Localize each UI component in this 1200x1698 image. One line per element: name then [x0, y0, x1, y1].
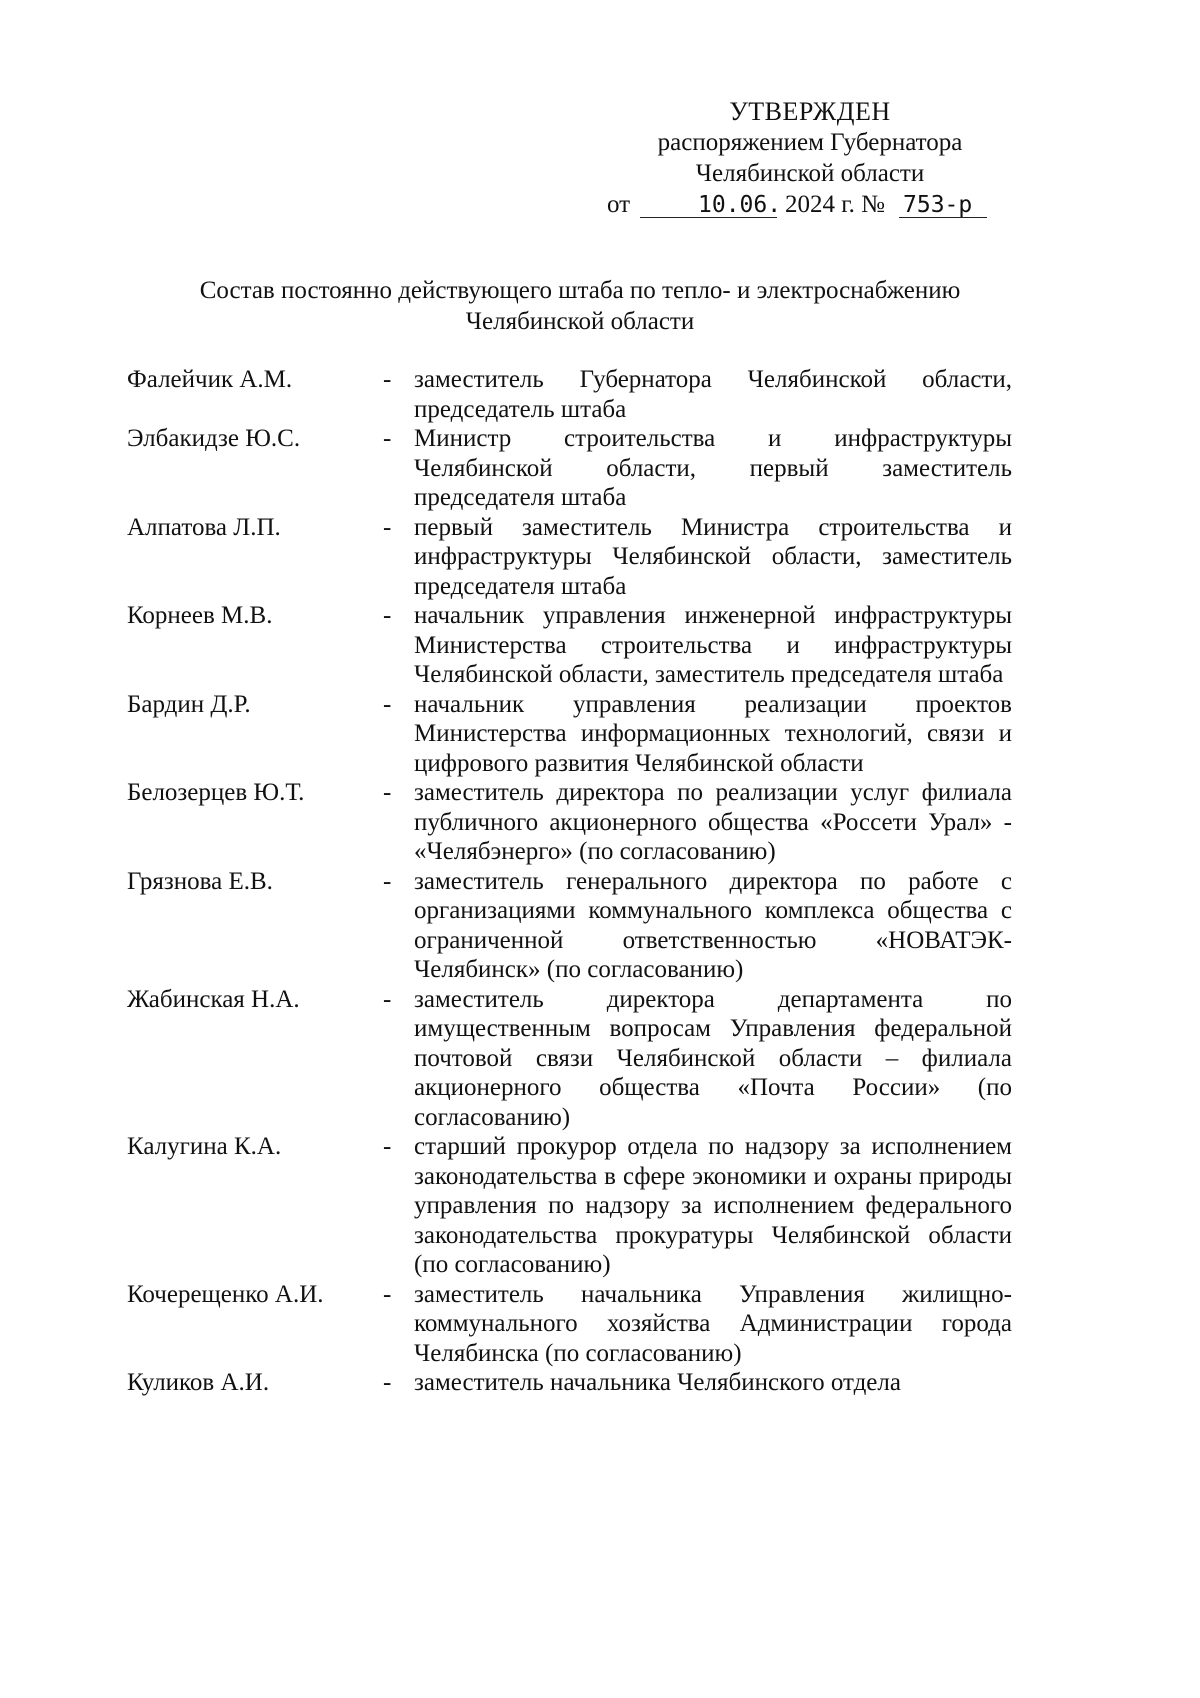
member-row	[127, 424, 1012, 513]
member-role: Министр строительства и инфраструктуры Челябинской области, первый заместитель председателя штаба	[414, 425, 1012, 511]
member-dash: -	[383, 779, 392, 806]
member-name: Калугина К.А.	[127, 1133, 282, 1160]
member-name: Фалейчик А.М.	[127, 366, 293, 393]
member-role: начальник управления инженерной инфраструктуры Министерства строительства и инфраструктуры Челябинской области, заместитель председателя штаба	[414, 602, 1012, 688]
member-name: Кочерещенко А.И.	[127, 1280, 324, 1308]
member-row	[127, 985, 1012, 1133]
member-dash: -	[383, 690, 392, 718]
approval-line-1: распоряжением Губернатора	[657, 129, 963, 156]
member-role: заместитель директора по реализации услуг филиала публичного акционерного общества «Россети Урал» - «Челябэнерго» (по согласованию)	[414, 779, 1012, 865]
member-role: заместитель Губернатора Челябинской области, председатель штаба	[414, 366, 1012, 423]
member-role: заместитель генерального директора по работе с организациями коммунального комплекса общества с ограниченной ответственностью «НОВАТЭК-Челябинск» (по согласованию)	[414, 867, 1012, 983]
member-dash: -	[383, 867, 392, 895]
member-row	[127, 513, 1012, 602]
member-name: Куликов А.И.	[127, 1369, 270, 1396]
approval-date-line	[595, 189, 1025, 222]
member-role: заместитель начальника Челябинского отдела	[414, 1369, 901, 1396]
member-row	[127, 1368, 1012, 1398]
document-title	[100, 275, 1060, 337]
member-row	[127, 1132, 1012, 1280]
member-role: заместитель начальника Управления жилищно-коммунального хозяйства Администрации города Челябинска (по согласованию)	[414, 1280, 1012, 1367]
member-name: Грязнова Е.В.	[127, 867, 273, 895]
title-line-2: Челябинской области	[465, 308, 695, 335]
approval-date: 10.06.	[698, 192, 782, 218]
member-row	[127, 690, 1012, 779]
member-role: первый заместитель Министра строительства и инфраструктуры Челябинской области, заместитель председателя штаба	[414, 513, 1012, 600]
member-row	[127, 1280, 1012, 1369]
member-dash: -	[383, 985, 392, 1013]
member-role: начальник управления реализации проектов Министерства информационных технологий, связи и цифрового развития Челябинской области	[414, 690, 1012, 777]
member-dash: -	[383, 1133, 392, 1160]
member-name: Корнеев М.В.	[127, 602, 273, 629]
member-role: заместитель директора департамента по имущественным вопросам Управления федеральной почтовой связи Челябинской области – филиала акционерного общества «Почта России» (по согласованию)	[414, 985, 1012, 1131]
member-name: Бардин Д.Р.	[127, 690, 251, 718]
approval-number: 753-р	[903, 192, 973, 218]
members-list	[127, 365, 1012, 1398]
member-dash: -	[383, 425, 392, 452]
member-row	[127, 365, 1012, 424]
member-dash: -	[383, 1369, 392, 1396]
member-name: Элбакидзе Ю.С.	[127, 425, 301, 452]
approval-line-2: Челябинской области	[695, 160, 925, 187]
member-row	[127, 778, 1012, 867]
date-prefix: от	[607, 191, 631, 218]
member-name: Алпатова Л.П.	[127, 513, 281, 541]
approval-heading: УТВЕРЖДЕН	[729, 97, 891, 126]
member-dash: -	[383, 602, 392, 629]
approval-stamp	[595, 96, 1025, 222]
member-dash: -	[383, 513, 392, 541]
member-row	[127, 601, 1012, 690]
member-dash: -	[383, 1280, 392, 1308]
member-row	[127, 867, 1012, 985]
member-name: Белозерцев Ю.Т.	[127, 779, 305, 806]
approval-year: 2024 г. №	[785, 191, 886, 218]
member-role: старший прокурор отдела по надзору за исполнением законодательства в сфере экономики и охраны природы управления по надзору за исполнением федерального законодательства прокуратуры Челябинской области (по согласованию)	[414, 1133, 1012, 1278]
member-name: Жабинская Н.А.	[127, 985, 300, 1013]
title-line-1: Состав постоянно действующего штаба по тепло- и электроснабжению	[199, 277, 961, 304]
member-dash: -	[383, 366, 392, 393]
